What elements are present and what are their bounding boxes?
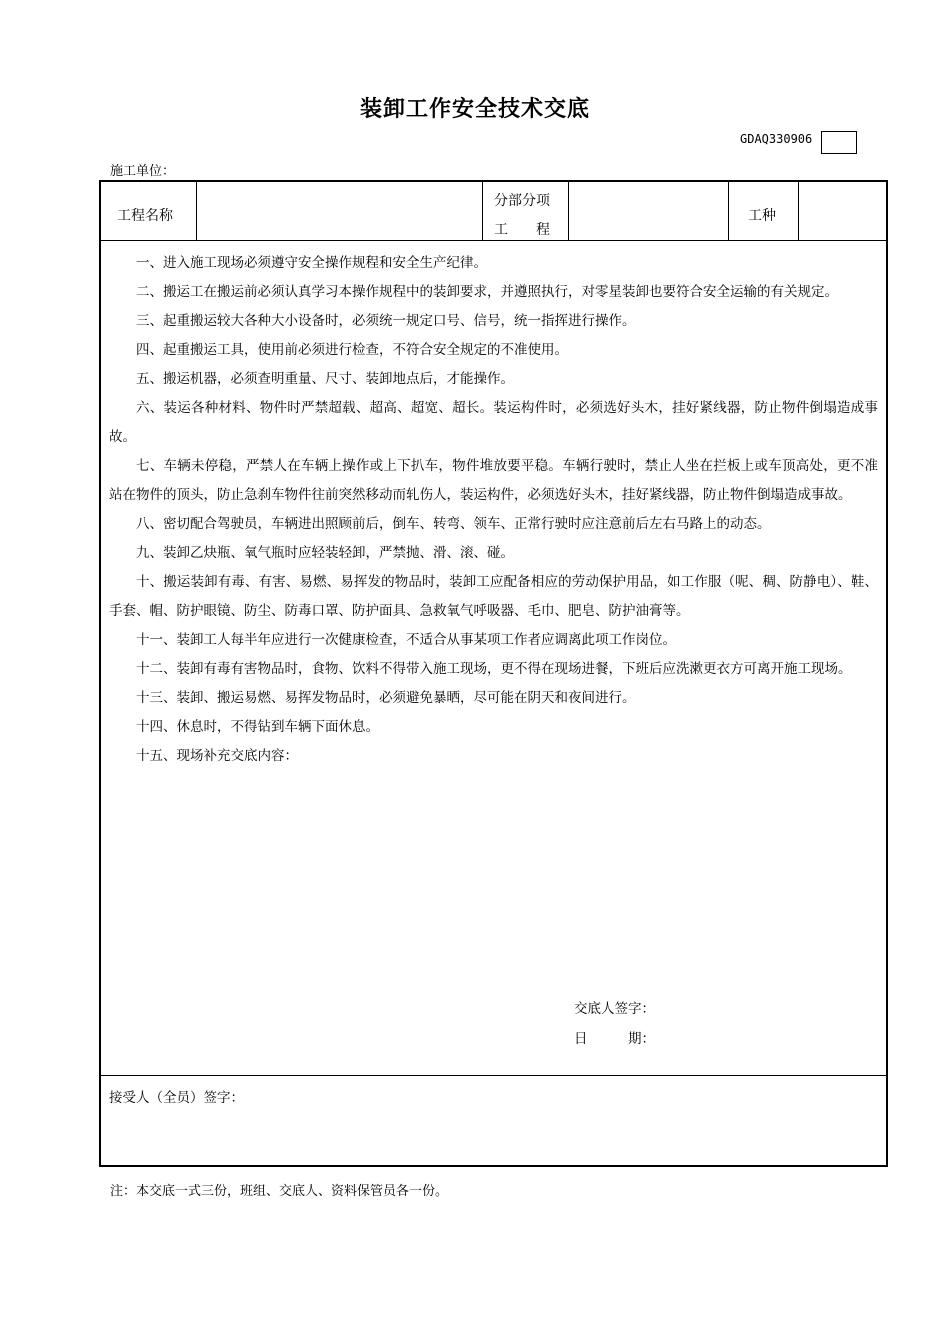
clause-paragraph: 一、进入施工现场必须遵守安全操作规程和安全生产纪律。	[136, 255, 487, 271]
header-divider	[728, 182, 729, 241]
date-label: 日 期：	[574, 1031, 655, 1047]
project-name-field[interactable]	[198, 182, 481, 239]
project-name-label: 工程名称	[117, 208, 173, 224]
sub-project-label-line2: 工 程	[494, 222, 550, 238]
disclosure-content	[109, 249, 878, 771]
header-divider	[798, 182, 799, 241]
clause-paragraph: 十二、装卸有毒有害物品时，食物、饮料不得带入施工现场，更不得在现场进餐，下班后应洗漱更衣方可离开施工现场。	[136, 661, 852, 677]
clause-paragraph: 二、搬运工在搬运前必须认真学习本操作规程中的装卸要求，并遵照执行，对零星装卸也要符合安全运输的有关规定。	[136, 284, 838, 300]
clause-paragraph: 十三、装卸、搬运易燃、易挥发物品时，必须避免暴晒，尽可能在阴天和夜间进行。	[136, 690, 636, 706]
clause-paragraph: 十四、休息时，不得钻到车辆下面休息。	[136, 719, 379, 735]
clause-paragraph: 九、装卸乙炔瓶、氧气瓶时应轻装轻卸，严禁抛、滑、滚、碰。	[136, 545, 514, 561]
clause-paragraph: 十一、装卸工人每半年应进行一次健康检查，不适合从事某项工作者应调离此项工作岗位。	[136, 632, 676, 648]
clause-paragraph: 八、密切配合驾驶员，车辆进出照顾前后，倒车、转弯、领车、正常行驶时应注意前后左右马路上的动态。	[136, 516, 771, 532]
clause-paragraph: 十五、现场补充交底内容：	[136, 748, 298, 764]
receiver-signature-field[interactable]	[281, 1082, 871, 1160]
date-field[interactable]	[661, 1022, 861, 1046]
disclosure-form-table	[99, 180, 888, 1167]
clause-paragraph: 五、搬运机器，必须查明重量、尺寸、装卸地点后，才能操作。	[136, 371, 514, 387]
clause-paragraph: 四、起重搬运工具，使用前必须进行检查，不符合安全规定的不准使用。	[136, 342, 568, 358]
header-divider	[568, 182, 569, 241]
clause-paragraph: 三、起重搬运较大各种大小设备时，必须统一规定口号、信号，统一指挥进行操作。	[136, 313, 636, 329]
header-divider	[482, 182, 483, 241]
document-code: GDAQ330906	[740, 132, 813, 146]
document-title: 装卸工作安全技术交底	[359, 97, 590, 122]
sub-project-label-line1: 分部分项	[494, 193, 550, 209]
work-type-label: 工种	[748, 208, 776, 224]
receiver-section-line	[101, 1075, 886, 1076]
clause-paragraph: 十、搬运装卸有毒、有害、易燃、易挥发的物品时，装卸工应配备相应的劳动保护用品，如工作服（呢、稠、防静电）、鞋、手套、帽、防护眼镜、防尘、防毒口罩、防护面具、急救氧气呼吸器、毛巾、肥皂、防护油膏等。	[109, 574, 878, 619]
work-type-field[interactable]	[800, 182, 886, 239]
presenter-signature-field[interactable]	[661, 992, 861, 1016]
header-divider	[196, 182, 197, 241]
code-input-box[interactable]	[821, 131, 857, 154]
receiver-signature-label: 接受人（全员）签字：	[109, 1090, 244, 1106]
sub-project-field[interactable]	[570, 182, 727, 239]
construction-unit-label: 施工单位：	[110, 164, 176, 179]
header-bottom-line	[101, 240, 886, 241]
footnote: 注：本交底一式三份，班组、交底人、资料保管员各一份。	[110, 1184, 449, 1199]
clause-paragraph: 六、装运各种材料、物件时严禁超载、超高、超宽、超长。装运构件时，必须选好头木，挂好紧线器，防止物件倒塌造成事故。	[109, 400, 878, 445]
clause-paragraph: 七、车辆未停稳，严禁人在车辆上操作或上下扒车，物件堆放要平稳。车辆行驶时，禁止人坐在拦板上或车顶高处，更不准站在物件的顶头，防止急刹车物件往前突然移动而轧伤人，装运构件，必须选好头木，挂好紧线器，防止物件倒塌造成事故。	[109, 458, 878, 503]
presenter-signature-label: 交底人签字：	[574, 1001, 655, 1017]
